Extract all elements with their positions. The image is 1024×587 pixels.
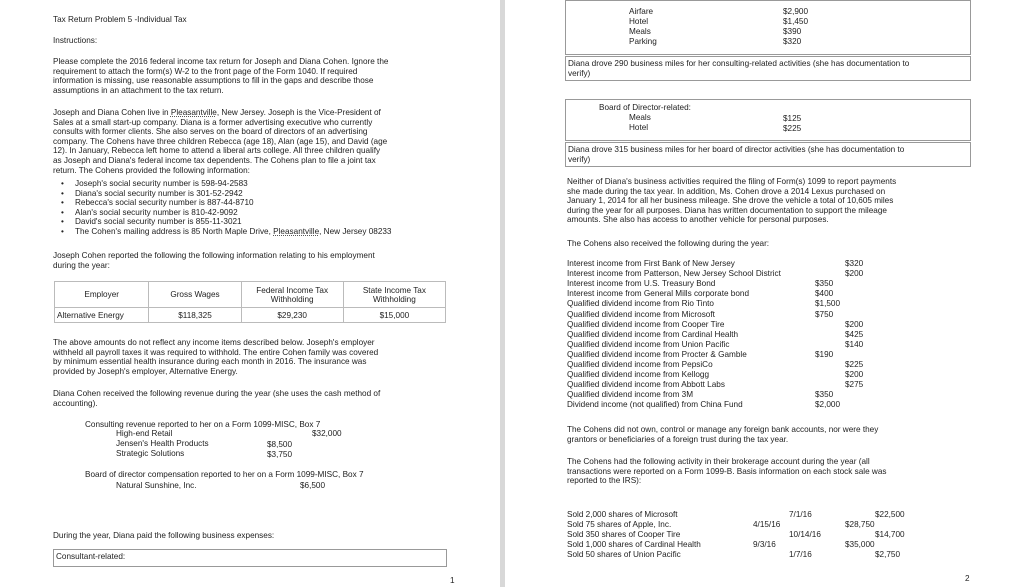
consulting-item-name: High-end Retail [116, 429, 173, 438]
expense-amount: $390 [783, 27, 802, 36]
stock-sale-date: 1/7/16 [789, 550, 812, 559]
stock-sale-amount: $35,000 [845, 540, 875, 549]
expense-amount: $125 [783, 114, 802, 123]
consulting-item-name: Jensen's Health Products [116, 439, 209, 448]
income-item-name: Qualified dividend income from Cooper Tire [567, 319, 725, 329]
stock-sale-date: 9/3/16 [753, 540, 776, 549]
bullet-item: • Joseph's social security number is 598-94-2583 [53, 179, 392, 189]
income-item-name: Dividend income (not qualified) from China Fund [567, 400, 743, 410]
income-item-name: Qualified dividend income from Microsoft [567, 309, 715, 319]
income-item-name: Interest income from First Bank of New Jersey [567, 259, 735, 268]
instructions-line: information is missing, use reasonable assumptions to fill in the gaps and describe those [53, 76, 374, 86]
table-header-cell: Gross Wages [149, 282, 241, 308]
income-item-name: Interest income from U.S. Treasury Bond [567, 279, 716, 289]
consulting-miles-box: Diana drove 290 business miles for her consulting-related activities (she has documentation to verify) [565, 56, 971, 81]
family-line: return. The Cohens provided the following information: [53, 165, 250, 175]
bullet-item: • Alan's social security number is 810-42-9092 [53, 208, 392, 218]
income-amount-col1: $350 [815, 279, 834, 289]
family-line: company. The Cohens have three children Rebecca (age 18), Alan (age 15), and David (age [53, 136, 388, 146]
problem-title: Tax Return Problem 5 -Individual Tax [53, 15, 187, 24]
consulting-item-name: Strategic Solutions [116, 449, 185, 458]
income-amount-col2: $200 [845, 269, 864, 279]
consulting-item-amount: $32,000 [312, 429, 342, 438]
table-header-cell: Employer [55, 282, 149, 308]
income-item-name: Qualified dividend income from Procter & Gamble [567, 349, 747, 359]
income-item-name: Qualified dividend income from PepsiCo [567, 360, 713, 369]
board-item-name: Natural Sunshine, Inc. [116, 481, 197, 490]
consultant-related-label: Consultant-related: [56, 552, 126, 561]
consulting-label: Consulting revenue reported to her on a Form 1099-MISC, Box 7 [85, 420, 321, 429]
stock-sale-desc: Sold 2,000 shares of Microsoft [567, 510, 678, 519]
stock-sale-date: 4/15/16 [753, 520, 781, 529]
page-number: 1 [450, 576, 455, 585]
vehicle-paragraph: Neither of Diana's business activities required the filing of Form(s) 1099 to report payments she made during the tax year. In addition, Ms. Cohen drove a 2014 Lexus purchased on January 1, 2014 for all her business mileage. She drove the vehicle a total of 10,605 miles during the year for all purposes. Diana has written documentation to support the mileage amounts. She also has access to another vehicle for personal purposes. [567, 177, 897, 225]
page-2 [507, 0, 1024, 587]
income-amount-col2: $225 [845, 360, 864, 369]
board-item-amount: $6,500 [300, 481, 326, 490]
income-amount-col2: $200 [845, 370, 864, 380]
ssn-bullet-list [53, 179, 392, 237]
stock-sale-amount: $28,750 [845, 520, 875, 529]
stock-sale-amount: $2,750 [875, 550, 901, 559]
bullet-item: • The Cohen's mailing address is 85 North Maple Drive, Pleasantville, New Jersey 08233 [53, 227, 392, 237]
instructions-line: assumptions in an attachment to the tax return. [53, 85, 224, 95]
board-expense-box [565, 99, 971, 141]
consulting-item-amount: $8,500 [267, 440, 293, 449]
expense-amount: $225 [783, 124, 802, 133]
income-amount-col2: $320 [845, 259, 864, 268]
income-amount-col2: $425 [845, 329, 864, 339]
expense-name: Meals [629, 27, 651, 36]
stock-sale-desc: Sold 350 shares of Cooper Tire [567, 530, 681, 539]
expense-name: Airfare [629, 7, 654, 16]
table-cell: Alternative Energy [55, 308, 149, 323]
income-item-name: Qualified dividend income from Abbott Labs [567, 380, 725, 390]
instructions-label: Instructions: [53, 36, 98, 45]
income-item-name: Interest income from General Mills corporate bond [567, 289, 750, 299]
instructions-paragraph [53, 57, 388, 95]
table-row [55, 308, 446, 323]
instructions-line: Please complete the 2016 federal income tax return for Joseph and Diana Cohen. Ignore the [53, 57, 389, 66]
income-amount-col1: $2,000 [815, 400, 841, 410]
income-amount-col1: $190 [815, 349, 834, 359]
expense-amount: $2,900 [783, 7, 809, 16]
consulting-item-amount: $3,750 [267, 450, 293, 459]
income-item-name: Qualified dividend income from Kellogg [567, 370, 709, 380]
expense-name: Hotel [629, 17, 649, 26]
expenses-intro: During the year, Diana paid the following business expenses: [53, 531, 275, 540]
family-line: consults with former clients. She also serves on the board of directors of an advertising [53, 127, 368, 137]
page-1 [0, 0, 498, 587]
income-amount-col2: $200 [845, 319, 864, 329]
family-line: Sales at a small start-up company. Diana is a former advertising executive who currently [53, 117, 373, 127]
stock-sale-amount: $14,700 [875, 530, 905, 539]
bullet-item: • Rebecca's social security number is 887-44-8710 [53, 198, 392, 208]
consultant-related-box [53, 549, 447, 567]
bullet-item: • David's social security number is 855-11-3021 [53, 217, 392, 227]
income-amount-col1: $1,500 [815, 299, 841, 309]
table-cell: $15,000 [343, 308, 445, 323]
board-miles-box: Diana drove 315 business miles for her board of director activities (she has documentation to verify) [565, 142, 971, 167]
table-header-row [55, 282, 446, 308]
foreign-paragraph: The Cohens did not own, control or manage any foreign bank accounts, nor were they grantors or beneficiaries of a foreign trust during the tax year. [567, 425, 879, 444]
stock-sale-date: 10/14/16 [789, 530, 821, 539]
income-amount-col1: $750 [815, 309, 834, 319]
income-item-name: Qualified dividend income from Cardinal Health [567, 329, 739, 339]
family-paragraph: Joseph and Diana Cohen live in Pleasantville, New Jersey. Joseph is the Vice-President of Sales at a small start-up company. Diana is a former advertising executive who currently consults with former clients. She also serves on the board of directors of an advertising company. The Cohens have three children Rebecca (age 18), Alan (age 15), and David (age 12). In January, Rebecca left home to attend a liberal arts college. All three children qualify as Joseph and Diana's federal income tax dependents. The Cohens plan to file a joint tax return. The Cohens provided the following information: [53, 108, 388, 175]
family-line: 12). In January, Rebecca left home to attend a liberal arts college. All three children qualify [53, 146, 381, 156]
family-line: as Joseph and Diana's federal income tax dependents. The Cohens plan to file a joint tax [53, 155, 376, 165]
income-amount-col2: $140 [845, 339, 864, 349]
income-item-name: Qualified dividend income from Rio Tinto [567, 299, 714, 309]
expense-name: Meals [629, 113, 651, 122]
stock-sale-date: 7/1/16 [789, 510, 812, 519]
income-item-name: Qualified dividend income from 3M [567, 390, 694, 400]
income-item-name: Qualified dividend income from Union Pacific [567, 339, 730, 349]
expense-amount: $320 [783, 37, 802, 46]
table-header-cell: State Income Tax Withholding [343, 282, 445, 308]
employer-table [54, 281, 446, 323]
page-gap [500, 0, 505, 587]
table-cell: $118,325 [149, 308, 241, 323]
page-number: 2 [965, 574, 970, 583]
board-label: Board of director compensation reported to her on a Form 1099-MISC, Box 7 [85, 470, 364, 479]
income-amount-col2: $275 [845, 380, 864, 390]
instructions-line: requirement to attach the form(s) W-2 to the front page of the Form 1040. If required [53, 66, 358, 76]
coverage-paragraph: The above amounts do not reflect any income items described below. Joseph's employer withheld all payroll taxes it was required to withhold. The entire Cohen family was covered by minimum essential health insurance during each month in 2016. The insurance was provided by Joseph's employer, Alternative Energy. [53, 338, 379, 376]
employment-intro: Joseph Cohen reported the following the following information relating to his employment during the year: [53, 251, 375, 270]
stock-sale-amount: $22,500 [875, 510, 905, 519]
stock-sale-desc: Sold 50 shares of Union Pacific [567, 550, 681, 559]
city-name: Pleasantville [273, 226, 320, 236]
stock-sale-desc: Sold 75 shares of Apple, Inc. [567, 520, 672, 529]
expense-name: Parking [629, 37, 657, 46]
bullet-item: • Diana's social security number is 301-52-2942 [53, 189, 392, 199]
table-cell: $29,230 [241, 308, 343, 323]
income-amount-col1: $350 [815, 390, 834, 400]
expense-amount: $1,450 [783, 17, 809, 26]
expense-name: Hotel [629, 123, 649, 132]
consulting-intro: Diana Cohen received the following revenue during the year (she uses the cash method of accounting). [53, 389, 381, 408]
city-name: Pleasantville [170, 108, 217, 117]
income-amount-col1: $400 [815, 289, 834, 299]
travel-expense-box [565, 0, 971, 55]
stock-sale-desc: Sold 1,000 shares of Cardinal Health [567, 540, 701, 549]
table-header-cell: Federal Income Tax Withholding [241, 282, 343, 308]
also-received-intro: The Cohens also received the following during the year: [567, 239, 770, 248]
board-related-label: Board of Director-related: [599, 103, 691, 112]
income-item-name: Interest income from Patterson, New Jersey School District [567, 269, 781, 279]
brokerage-paragraph: The Cohens had the following activity in their brokerage account during the year (all transactions were reported on a Form 1099-B. Basis information on each stock sale was reported to the IRS): [567, 457, 887, 486]
